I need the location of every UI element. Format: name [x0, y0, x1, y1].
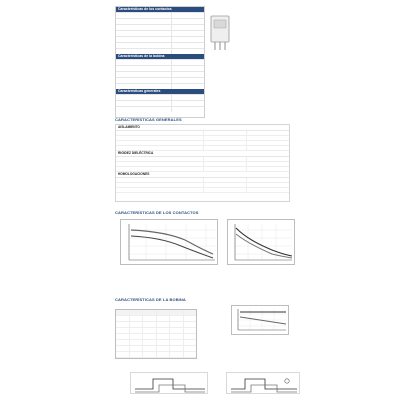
contact-chart-left-plot: [121, 220, 219, 266]
contact-chart-right-plot: [228, 220, 296, 266]
timing-diagram-left: [130, 372, 208, 394]
table-row: [116, 42, 204, 48]
contact-chart-right: [227, 219, 295, 265]
table-row: [116, 18, 204, 24]
table-row: [116, 36, 204, 42]
table-row: [116, 71, 204, 77]
table-row: [116, 188, 289, 193]
section-title-general: CARACTERÍSTICAS GENERALES: [115, 117, 182, 122]
table-row: [116, 106, 204, 112]
top-table-header: Características de los contactos: [116, 7, 204, 12]
general-subheading: AISLAMIENTO: [116, 125, 289, 131]
timing-diagram-right-svg: [227, 373, 301, 395]
table-row: [116, 100, 204, 106]
table-row: [116, 30, 204, 36]
table-row: [116, 77, 204, 83]
table-row: [116, 94, 204, 100]
top-table-header: Características de la bobina: [116, 54, 204, 59]
timing-diagram-right: [226, 372, 300, 394]
contact-chart-left: [120, 219, 218, 265]
coil-chart: [231, 305, 289, 335]
table-row: [116, 352, 196, 358]
table-row: [116, 24, 204, 30]
coil-data-table: [115, 309, 197, 359]
coil-chart-plot: [232, 306, 290, 336]
general-subheading: HOMOLOGACIONES: [116, 172, 289, 178]
table-row: [116, 59, 204, 65]
table-row: [116, 65, 204, 71]
section-title-coil: CARACTERÍSTICAS DE LA BOBINA: [115, 297, 186, 302]
section-title-contacts: CARACTERÍSTICAS DE LOS CONTACTOS: [115, 210, 199, 215]
timing-diagram-left-svg: [131, 373, 209, 395]
general-subheading: RIGIDEZ DIELÉCTRICA: [116, 151, 289, 157]
relay-illustration: [208, 10, 232, 62]
top-table-header: Características generales: [116, 89, 204, 94]
general-characteristics-table: [115, 124, 290, 202]
top-spec-table: [115, 6, 205, 118]
table-row: [116, 12, 204, 18]
